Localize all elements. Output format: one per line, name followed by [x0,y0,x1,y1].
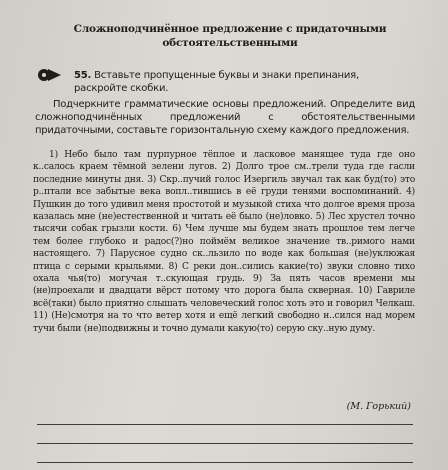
section-title [30,22,430,50]
author-signature: (М. Горький) [346,401,411,412]
answer-line [37,424,413,425]
exercise-text [33,149,415,335]
answer-line [37,443,413,444]
section-title-line-2: обстоятельственными [162,37,298,49]
section-title-line-1: Сложноподчинённое предложение с придаточными [73,23,387,35]
task-heading [74,69,414,95]
answer-line [37,462,413,463]
exercise-marker-icon [37,66,65,84]
exercise-paragraph: 1) Небо было там пурпурное тёплое и ласковое манящее туда где оно к..салось краем тёмной зелени лугов. 2) Долго трое см..трели туда где гасли последние минуты дня. 3) Скр..пучий голос Изергиль звучал так как буд(то) это р..птали все забытые века вопл..тившись в её груди тенями воспоминаний. 4) Пушкин до того удивил меня простотой и музыкой стиха что долгое время проза казалась мне (не)естественной и читать её было (не)ловко. 5) Лес хрустел точно тысячи собак грызли кости. 6) Чем лучше мы будем знать прошлое тем легче тем более глубоко и радос(?)но поймём великое значение тв..римого нами настоящего. 7) Парусное судно ск..льзило по воде как большая (не)уклюжая птица с серыми крыльями. 8) С реки дон..сились какие(то) звуки словно тихо охала чья(то) могучая т..скующая грудь. 9) За пять часов времени мы (не)проехали и двадцати вёрст потому что дорога была скверная. 10) Гавриле всё(таки) было приятно слышать человеческий голос хоть это и говорил Челкаш. 11) (Не)смотря на то что ветер хотя и ещё легкий свободно н..сился над морем тучи были (не)подвижны и точно думали какую(то) серую ску..ную думу. [33,150,415,334]
task-sub-instruction: Подчеркните грамматические основы предложений. Определите вид сложноподчинённых предложений с обстоятельственными придаточными, составьте горизонтальную схему каждого предложения. [35,99,415,136]
task-number: 55. [74,70,92,81]
task-instruction: Вставьте пропущенные буквы и знаки препинания, раскройте скобки. [74,70,359,94]
